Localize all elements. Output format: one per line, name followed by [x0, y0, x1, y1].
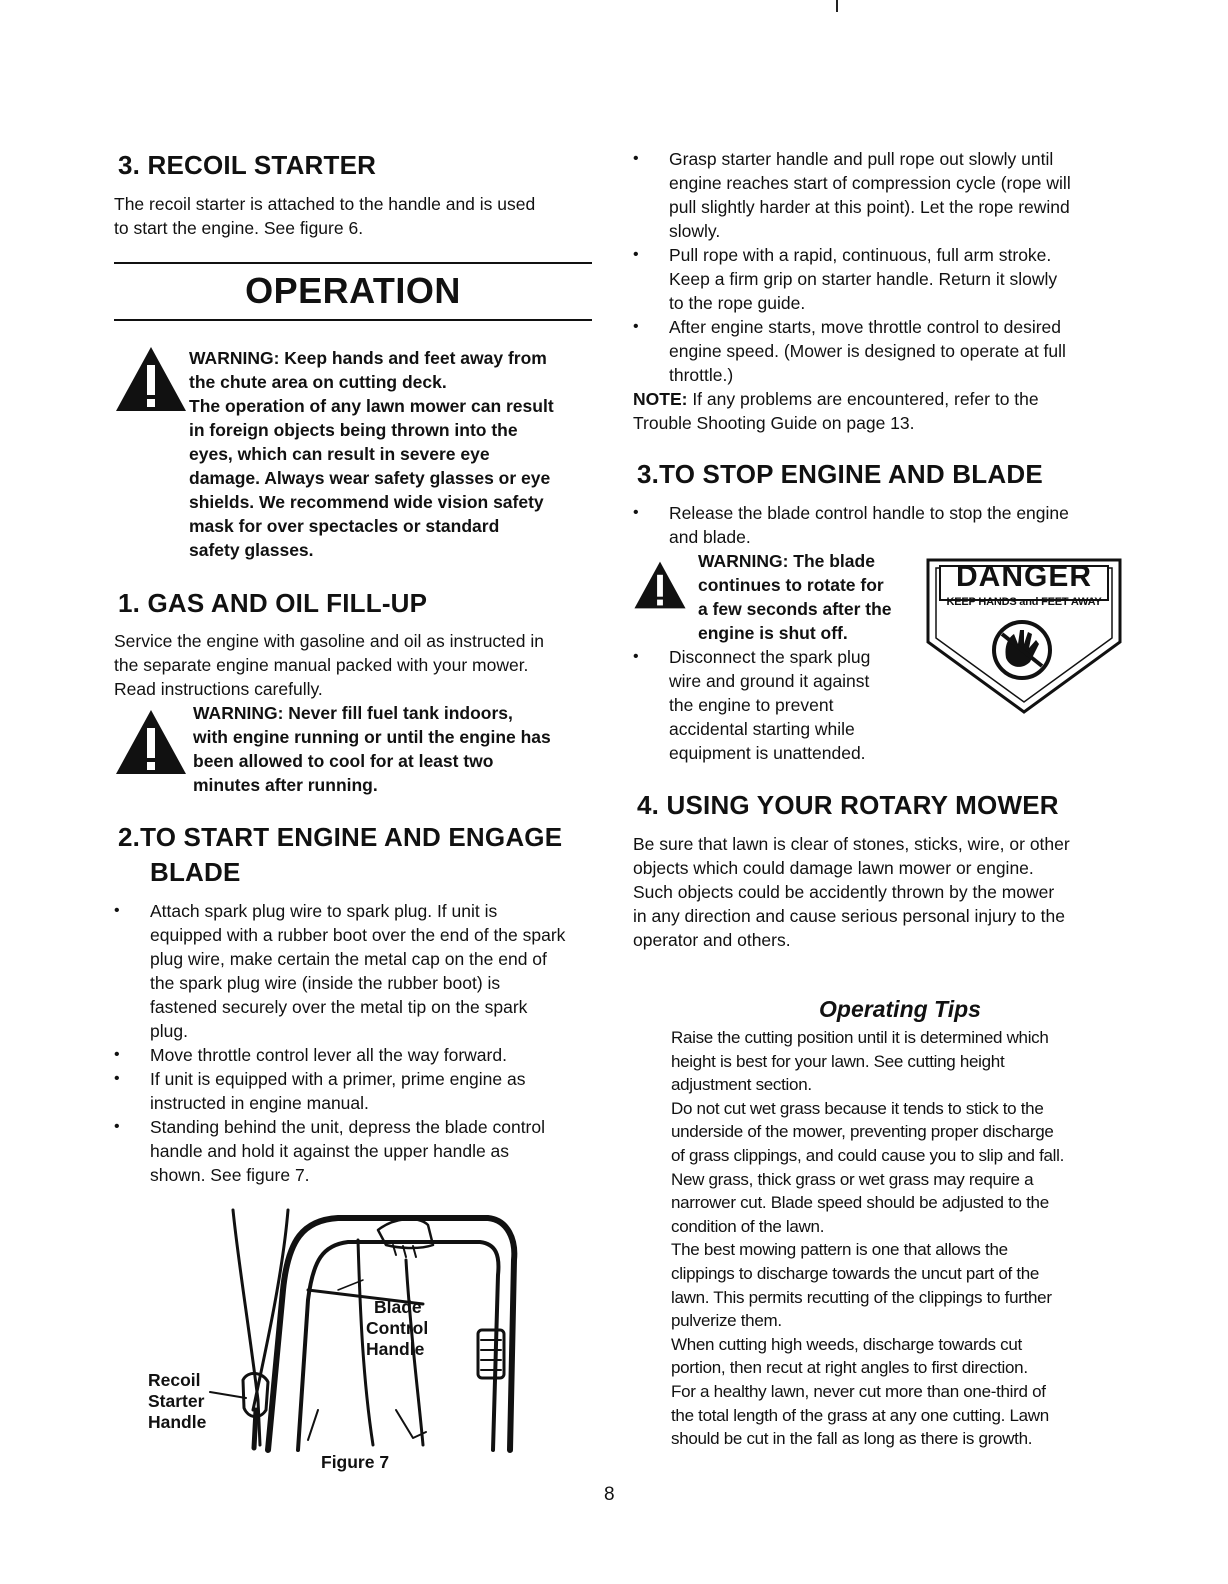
- stop-bullet-2: [633, 645, 923, 765]
- gas-heading: 1. GAS AND OIL FILL-UP: [118, 588, 428, 618]
- text-line: the engine to prevent: [669, 695, 834, 715]
- operation-title: OPERATION: [245, 270, 461, 311]
- recoil-heading: 3. RECOIL STARTER: [118, 150, 377, 180]
- text-line: For a healthy lawn, never cut more than one-third of: [671, 1381, 1046, 1401]
- text-line: underside of the mower, preventing proper discharge: [671, 1122, 1054, 1142]
- text-line: operator and others.: [633, 930, 791, 950]
- warning-line: minutes after running.: [193, 775, 378, 795]
- warning-line: mask for over spectacles or standard: [189, 516, 500, 536]
- text-line: wire and ground it against: [669, 671, 870, 691]
- text-line: adjustment section.: [671, 1075, 812, 1095]
- bullet-dot: •: [633, 504, 639, 521]
- recoil-text: [114, 192, 604, 240]
- rotary-text: [633, 832, 1128, 952]
- bullet-dot: •: [114, 1046, 120, 1063]
- text-line: Do not cut wet grass because it tends to stick to the: [671, 1098, 1044, 1118]
- text-line: the spark plug wire (inside the rubber boot) is: [150, 973, 501, 993]
- text-line: Disconnect the spark plug: [669, 647, 871, 667]
- danger-subtitle: KEEP HANDS and FEET AWAY: [946, 596, 1102, 608]
- text-line: of grass clippings, and could cause you to slip and fall.: [671, 1145, 1065, 1165]
- warning-triangle-icon: [114, 708, 188, 776]
- bullet-dot: •: [633, 318, 639, 335]
- warning-line: shields. We recommend wide vision safety: [189, 492, 544, 512]
- label-line: Handle: [366, 1339, 425, 1359]
- bullet-item: [633, 645, 923, 765]
- text-line: and blade.: [669, 527, 751, 547]
- text-line: handle and hold it against the upper handle as: [150, 1141, 510, 1161]
- bullet-dot: •: [114, 1118, 120, 1135]
- text-line: to start the engine. See figure 6.: [114, 218, 364, 238]
- text-line: Such objects could be accidently thrown by the mower: [633, 882, 1055, 902]
- warning-line: a few seconds after the: [698, 599, 892, 619]
- bullet-item: [114, 899, 604, 1043]
- warning-line: with engine running or until the engine has: [193, 727, 551, 747]
- text-line: Grasp starter handle and pull rope out slowly until: [669, 149, 1054, 169]
- danger-title: DANGER: [955, 560, 1092, 593]
- warning-line: WARNING: Never fill fuel tank indoors,: [193, 703, 513, 723]
- text-line: narrower cut. Blade speed should be adjusted to the: [671, 1193, 1049, 1213]
- text-line: engine reaches start of compression cycle (rope will: [669, 173, 1071, 193]
- gas-warning: [193, 701, 603, 797]
- text-line: pulverize them.: [671, 1311, 782, 1331]
- text-line: When cutting high weeds, discharge towards cut: [671, 1334, 1022, 1354]
- recoil-starter-label: [148, 1370, 206, 1433]
- right-bullets: [633, 147, 1123, 435]
- text-line: Move throttle control lever all the way forward.: [150, 1045, 507, 1065]
- text-line: Read instructions carefully.: [114, 679, 323, 699]
- bullet-dot: •: [114, 1070, 120, 1087]
- bullet-item: [633, 315, 1123, 387]
- note-label: NOTE:: [633, 389, 688, 409]
- tips-title: Operating Tips: [819, 996, 981, 1022]
- warning-line: in foreign objects being thrown into the: [189, 420, 518, 440]
- divider: [114, 319, 592, 321]
- warning-triangle-icon: [114, 345, 188, 413]
- text-line: If unit is equipped with a primer, prime engine as: [150, 1069, 526, 1089]
- start-bullets: [114, 899, 604, 1187]
- text-line: accidental starting while: [669, 719, 855, 739]
- warning-line: WARNING: The blade: [698, 551, 875, 571]
- text-line: condition of the lawn.: [671, 1216, 825, 1236]
- start-heading-cont: BLADE: [150, 857, 241, 887]
- warning-line: the chute area on cutting deck.: [189, 372, 447, 392]
- tips-text: [671, 1026, 1121, 1451]
- text-line: plug wire, make certain the metal cap on the end of: [150, 949, 547, 969]
- bullet-item: [633, 147, 1123, 243]
- stop-bullet-1: [633, 501, 1123, 549]
- rotary-heading: 4. USING YOUR ROTARY MOWER: [637, 790, 1059, 820]
- warning-line: WARNING: Keep hands and feet away from: [189, 348, 547, 368]
- text-line: Pull rope with a rapid, continuous, full arm stroke.: [669, 245, 1052, 265]
- bullet-item: [114, 1067, 604, 1115]
- text-line: engine speed. (Mower is designed to operate at full: [669, 341, 1066, 361]
- stop-warning: [698, 549, 928, 645]
- note-text: If any problems are encountered, refer to the: [687, 389, 1039, 409]
- top-tick-mark: [836, 0, 838, 12]
- text-line: portion, then recut at right angles to first direction.: [671, 1358, 1028, 1378]
- text-line: Keep a firm grip on starter handle. Return it slowly: [669, 269, 1058, 289]
- warning-line: continues to rotate for: [698, 575, 884, 595]
- bullet-item: [633, 243, 1123, 315]
- gas-text: [114, 629, 604, 701]
- bullet-item: [114, 1115, 604, 1187]
- warning-line: eyes, which can result in severe eye: [189, 444, 490, 464]
- bullet-item: [633, 501, 1123, 549]
- text-line: New grass, thick grass or wet grass may require a: [671, 1169, 1034, 1189]
- text-line: equipped with a rubber boot over the end of the spark: [150, 925, 566, 945]
- bullet-item: [114, 1043, 604, 1067]
- text-line: slowly.: [669, 221, 721, 241]
- warning-triangle-icon: [633, 560, 687, 610]
- bullet-dot: •: [114, 902, 120, 919]
- text-line: should be cut in the fall as long as there is growth.: [671, 1429, 1033, 1449]
- text-line: Attach spark plug wire to spark plug. If unit is: [150, 901, 498, 921]
- start-heading: 2.TO START ENGINE AND ENGAGE: [118, 822, 563, 852]
- text-line: in any direction and cause serious personal injury to the: [633, 906, 1065, 926]
- label-line: Recoil: [148, 1370, 201, 1390]
- warning-line: been allowed to cool for at least two: [193, 751, 494, 771]
- text-line: The recoil starter is attached to the handle and is used: [114, 194, 536, 214]
- text-line: After engine starts, move throttle control to desired: [669, 317, 1061, 337]
- text-line: plug.: [150, 1021, 188, 1041]
- note-text-cont: Trouble Shooting Guide on page 13.: [633, 413, 915, 433]
- stop-heading: 3.TO STOP ENGINE AND BLADE: [637, 459, 1043, 489]
- text-line: Release the blade control handle to stop the engine: [669, 503, 1069, 523]
- text-line: instructed in engine manual.: [150, 1093, 369, 1113]
- text-line: fastened securely over the metal tip on the spark: [150, 997, 528, 1017]
- warning-line: safety glasses.: [189, 540, 314, 560]
- text-line: the total length of the grass at any one cutting. Lawn: [671, 1405, 1049, 1425]
- label-line: Starter: [148, 1391, 205, 1411]
- bullet-dot: •: [633, 246, 639, 263]
- label-line: Control: [366, 1318, 429, 1338]
- text-line: Be sure that lawn is clear of stones, sticks, wire, or other: [633, 834, 1070, 854]
- text-line: pull slightly harder at this point). Let the rope rewind: [669, 197, 1070, 217]
- text-line: the separate engine manual packed with your mower.: [114, 655, 529, 675]
- text-line: shown. See figure 7.: [150, 1165, 310, 1185]
- label-line: Blade: [374, 1297, 422, 1317]
- text-line: throttle.): [669, 365, 734, 385]
- divider: [114, 262, 592, 264]
- text-line: The best mowing pattern is one that allows the: [671, 1240, 1008, 1260]
- text-line: Service the engine with gasoline and oil as instructed in: [114, 631, 544, 651]
- text-line: height is best for your lawn. See cutting height: [671, 1051, 1005, 1071]
- text-line: Raise the cutting position until it is determined which: [671, 1028, 1049, 1047]
- bullet-dot: •: [633, 150, 639, 167]
- text-line: to the rope guide.: [669, 293, 806, 313]
- page-number: 8: [604, 1484, 615, 1505]
- text-line: objects which could damage lawn mower or engine.: [633, 858, 1034, 878]
- note: [633, 387, 1123, 411]
- bullet-dot: •: [633, 648, 639, 665]
- text-line: equipment is unattended.: [669, 743, 866, 763]
- warning-line: engine is shut off.: [698, 623, 848, 643]
- text-line: clippings to discharge towards the uncut part of the: [671, 1263, 1040, 1283]
- text-line: lawn. This permits recutting of the clippings to further: [671, 1287, 1052, 1307]
- warning-line: The operation of any lawn mower can result: [189, 396, 554, 416]
- blade-control-label: [366, 1297, 428, 1360]
- text-line: Standing behind the unit, depress the blade control: [150, 1117, 546, 1137]
- warning-line: damage. Always wear safety glasses or eye: [189, 468, 551, 488]
- warning-main: [189, 346, 599, 562]
- label-line: Handle: [148, 1412, 207, 1432]
- figure-caption: Figure 7: [321, 1452, 390, 1472]
